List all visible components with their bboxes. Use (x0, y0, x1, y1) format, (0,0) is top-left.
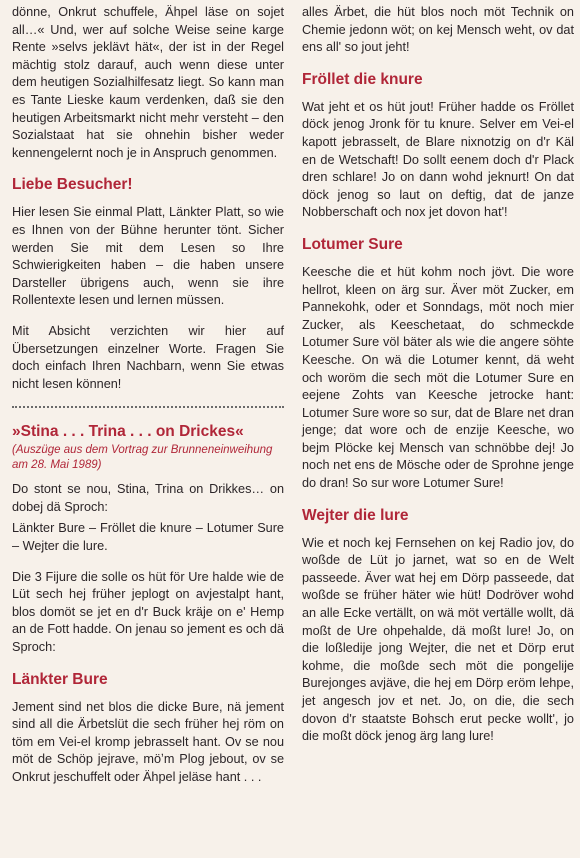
paragraph-sure: Keesche die et hüt kohm noch jövt. Die wore hellrot, kleen on ärg sur. Äver möt Zucker, em Pannekohk, oder et Sonndags, möt noch mier Zucker, als Keeschetaat, do schmeckde Lotumer Sure völ bäter als wie die angere söhte Keesche. On wä die Lotumer kennt, dä weht och woröm die sech möt die Lotumer Sure en eejene Zohts van Keesche jetrocke hant: Lotumer Sure wore so sur, dat de Blare net dran jenge; dat wore och de enzije Keesche, wo bejm Plöcke kej Mensch van schnöbbe dej! Jo noch net ens de Mösche oder de Sprohne jenge do dran! So sur wore Lotumer Sure! (302, 264, 574, 491)
heading-laenkter-bure: Länkter Bure (12, 670, 108, 688)
paragraph-three-figures: Die 3 Fijure die solle os hüt för Ure halde wie de Lüt sech hej früher jeplogt on avjestalpt hant, blos domöt se jet en d'r Buck kräje on e' Hemp an de Fott hadde. On jenau so jement es och dä Sproch: (12, 569, 284, 655)
paragraph-saying: Länkter Bure – Fröllet die knure – Lotumer Sure – Wejter die lure. (12, 521, 284, 554)
heading-wejter-die-lure: Wejter die lure (302, 506, 409, 524)
heading-liebe-besucher: Liebe Besucher! (12, 176, 133, 194)
paragraph-arbet: alles Ärbet, die hüt blos noch möt Technik on Chemie jedonn wöt; on kej Mensch weht, ov dat ens all' so jout jeht! (302, 5, 574, 55)
paragraph-tante-lieske: dönne, Onkrut schuffele, Ähpel läse on sojet all…« Und, wer auf solche Weise seine karge Rente »selvs jeklävt hät«, der ist in der Regel mächtig stolz darauf, auch wenn diese unter dem heutigen Sozialhilfesatz liegt. So kann man es Tante Lieske kaum verdenken, daß sie den heutigen Arbeitsmarkt nicht mehr versteht – den Sozialstaat hat sie ohnehin bisher weder kennengelernt noch je in Anspruch genommen. (12, 5, 284, 160)
left-column (12, 4, 284, 858)
heading-froellet-die-knure: Fröllet die knure (302, 70, 423, 88)
dotted-divider (12, 406, 284, 408)
paragraph-bure: Jement sind net blos die dicke Bure, nä jement sind all die Ärbetslüt die sech früher hej röm on töm em Vei-el kromp jebrasselt hant. Ov se nou möt de Schöp jejrave, möʼm Plog jebout, ov se Onkrut jeschuffelt oder Ähpel jeläse hant . . . (12, 699, 284, 784)
right-column (302, 4, 574, 858)
paragraph-knure: Wat jeht et os hüt jout! Früher hadde os Fröllet döck jenog Jronk för tu knure. Selver em Vei-el kapott jebrasselt, de Blare nixnotzig on d'r Käl en de Wetschaft! Do sollt eenem doch d'r Plack dren schlare! Jo on dann wohd jeknurt! On dat döck jenog so laut on deftig, dat de janze Nobberschaft och nox jet dovon hat'! (302, 99, 574, 220)
heading-stina-trina-drickes: »Stina . . . Trina . . . on Drickes« (12, 423, 244, 441)
paragraph-stina-intro: Do stont se nou, Stina, Trina on Drikkes… on dobej dä Sproch: (12, 482, 284, 514)
lecture-note: (Auszüge aus dem Vortrag zur Brunneneinweihung am 28. Mai 1989) (12, 444, 273, 472)
paragraph-lure: Wie et noch kej Fernsehen on kej Radio jov, do woßde de Lüt jo jarnet, wat so en de Welt passeede. Äver wat hej em Dörp passeede, dat woßde se früher häter wie hüt! Dodröver wohd an alle Ecke vertällt, on wä möt vertälle wollt, dä moßt de Ure ohpehalde, dä moßt lure! Jo, on die loßledije jong Wejter, die net et Dörp erut kohme, die moßde sech möt die pongelije Burejonges avjäve, die hej em Dörp eröm lehpe, jet angesch jov et net. Jo, on die, die sech dovon d'r staatste Bohsch erut pecke wollt', jo die moßt döck jenog ärg lang lure! (302, 535, 574, 744)
paragraph-no-translation: Mit Absicht verzichten wir hier auf Übersetzungen einzelner Worte. Fragen Sie doch einfach Ihren Nachbarn, wenn Sie etwas nicht lesen können! (12, 323, 284, 391)
paragraph-platt-intro: Hier lesen Sie einmal Platt, Länkter Platt, so wie es Ihnen von der Bühne herunter tönt. Sicher werden Sie mit dem Lesen so Ihre Schwierigkeiten haben – die haben unsere Darsteller übrigens auch, wenn sie ihre Rollentexte lesen und lernen müssen. (12, 205, 284, 308)
heading-lotumer-sure: Lotumer Sure (302, 235, 403, 253)
